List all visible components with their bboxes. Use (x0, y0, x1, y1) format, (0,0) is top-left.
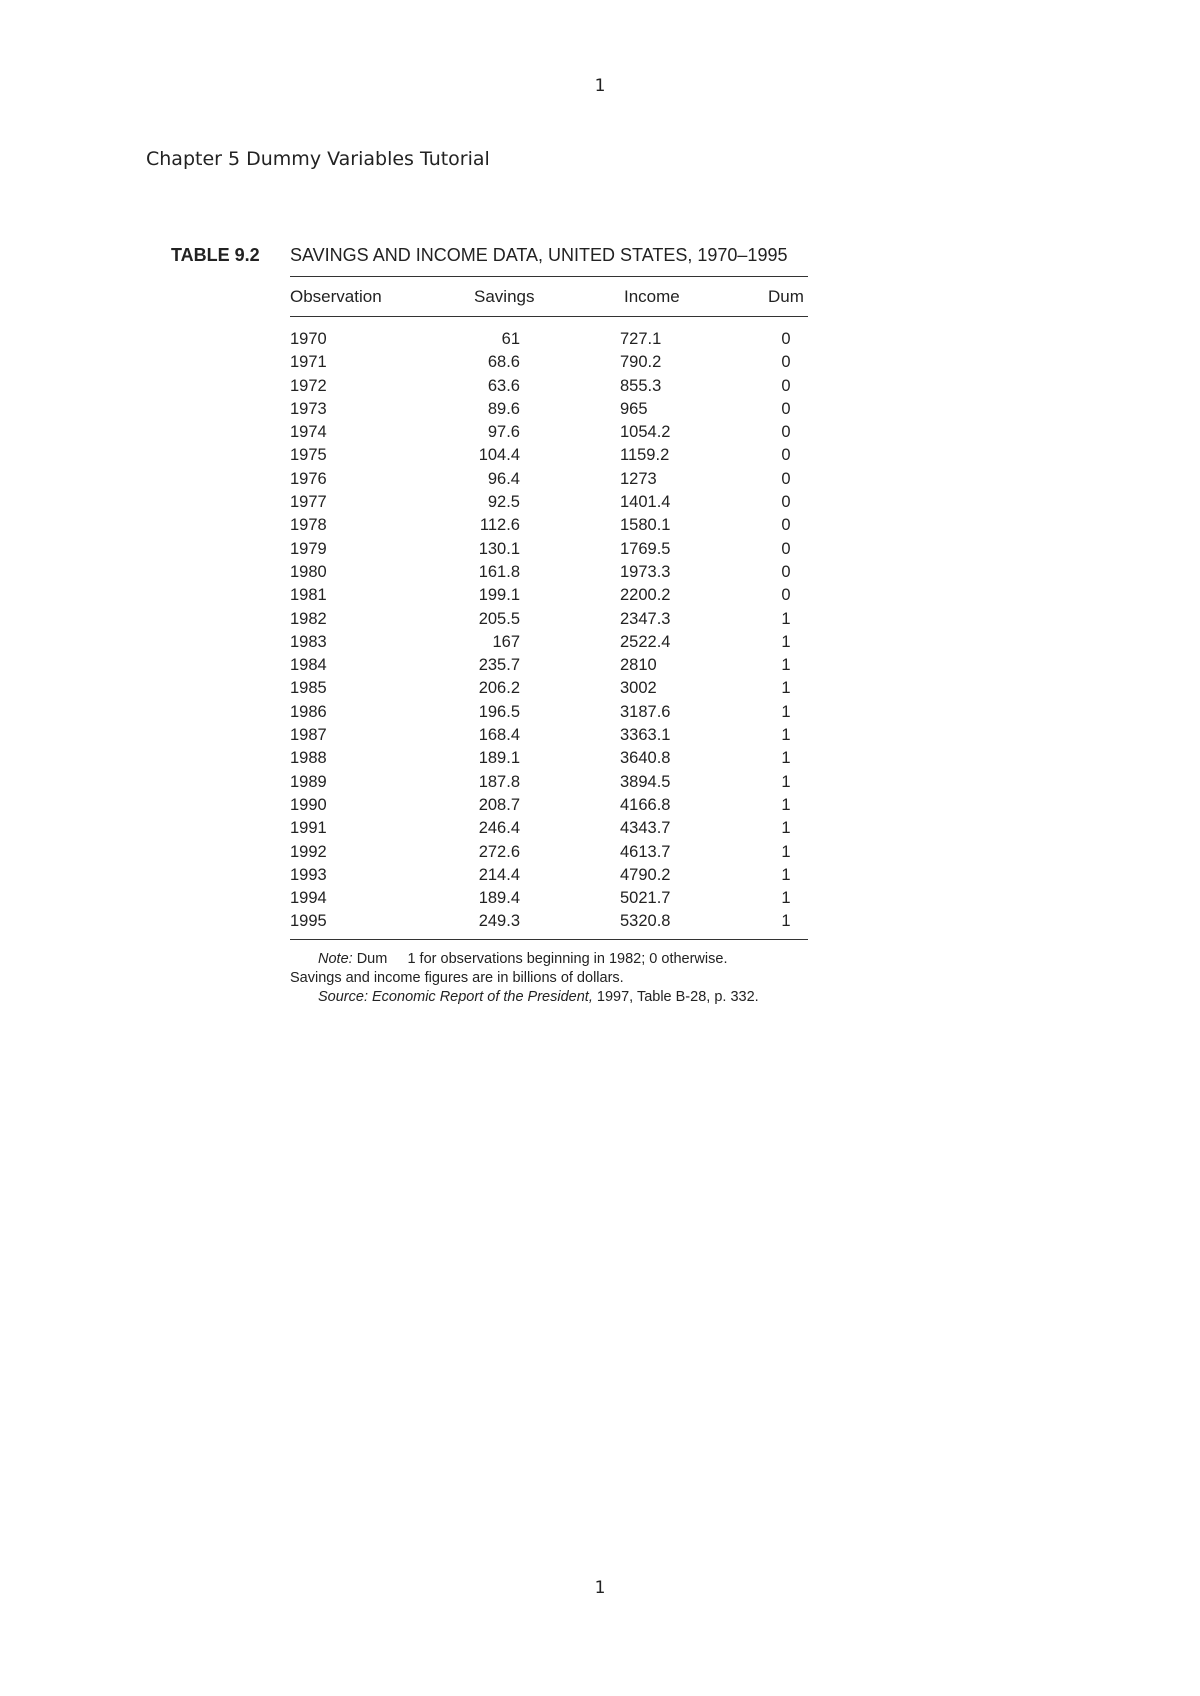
cell-savings: 61 (501, 330, 520, 348)
cell-observation: 1978 (290, 516, 327, 535)
table-row (290, 515, 808, 538)
cell-income: 3640.8 (620, 749, 671, 768)
cell-observation: 1971 (290, 353, 327, 372)
cell-income: 3894.5 (620, 772, 671, 791)
cell-income: 5320.8 (620, 912, 671, 931)
cell-savings: 189.4 (478, 889, 520, 908)
cell-observation: 1991 (290, 819, 327, 838)
cell-observation: 1981 (290, 586, 327, 605)
table-row (290, 352, 808, 375)
cell-income: 2347.3 (620, 609, 671, 628)
table-row (290, 399, 808, 422)
table-row (290, 445, 808, 468)
cell-savings: 97.6 (487, 423, 520, 442)
cell-dum: 1 (781, 726, 791, 745)
cell-savings: 235.7 (478, 656, 520, 675)
cell-income: 855.3 (620, 376, 662, 395)
cell-income: 2200.2 (620, 586, 671, 605)
source-line (290, 988, 830, 1007)
cell-observation: 1979 (290, 539, 327, 558)
table-row (290, 725, 808, 748)
cell-dum: 1 (781, 819, 791, 838)
cell-observation: 1985 (290, 679, 327, 698)
table-row (290, 772, 808, 795)
table-row (290, 702, 808, 725)
table-row (290, 422, 808, 445)
cell-observation: 1975 (290, 446, 327, 465)
cell-income: 1159.2 (620, 446, 670, 465)
column-header-dum: Dum (768, 287, 804, 306)
table-header-row (290, 277, 808, 316)
cell-savings: 249.3 (478, 912, 520, 931)
cell-savings: 92.5 (487, 493, 520, 512)
table-row (290, 655, 808, 678)
cell-observation: 1995 (290, 912, 327, 931)
table-row (290, 865, 808, 888)
table-row (290, 842, 808, 865)
cell-dum: 0 (781, 353, 791, 372)
cell-observation: 1976 (290, 469, 327, 488)
cell-dum: 0 (781, 330, 791, 348)
cell-dum: 0 (781, 446, 791, 465)
cell-dum: 0 (781, 423, 791, 442)
cell-savings: 112.6 (479, 516, 520, 535)
table-row (290, 748, 808, 771)
cell-savings: 104.4 (478, 446, 520, 465)
cell-income: 1273 (620, 469, 657, 488)
cell-savings: 168.4 (478, 726, 520, 745)
cell-income: 1580.1 (620, 516, 671, 535)
column-header-savings: Savings (474, 287, 535, 306)
cell-dum: 0 (781, 376, 791, 395)
data-table (290, 276, 808, 940)
table-label: TABLE 9.2 (171, 245, 260, 265)
note-label: Note: (318, 951, 353, 967)
cell-income: 1401.4 (620, 493, 671, 512)
cell-dum: 0 (781, 469, 791, 488)
source-label: Source: (318, 989, 368, 1005)
table-row (290, 469, 808, 492)
table-row (290, 492, 808, 515)
cell-dum: 1 (781, 609, 791, 628)
cell-observation: 1986 (290, 702, 327, 721)
column-header-income: Income (624, 287, 680, 306)
cell-dum: 1 (781, 865, 791, 884)
cell-dum: 0 (781, 399, 791, 418)
cell-savings: 272.6 (478, 842, 520, 861)
cell-income: 2810 (620, 656, 657, 675)
cell-observation: 1989 (290, 772, 327, 791)
cell-dum: 1 (781, 702, 791, 721)
cell-savings: 89.6 (487, 399, 520, 418)
cell-observation: 1973 (290, 399, 327, 418)
cell-observation: 1974 (290, 423, 327, 442)
cell-dum: 0 (781, 493, 791, 512)
cell-observation: 1988 (290, 749, 327, 768)
cell-dum: 1 (781, 632, 791, 651)
cell-observation: 1970 (290, 330, 327, 348)
cell-dum: 1 (781, 656, 791, 675)
table-row (290, 818, 808, 841)
cell-savings: 206.2 (478, 679, 520, 698)
document-title: Chapter 5 Dummy Variables Tutorial (146, 148, 490, 170)
table-row (290, 539, 808, 562)
cell-savings: 246.4 (478, 819, 520, 838)
cell-income: 5021.7 (620, 889, 671, 908)
table-row (290, 585, 808, 608)
cell-observation: 1993 (290, 865, 327, 884)
cell-dum: 1 (781, 842, 791, 861)
cell-savings: 196.5 (478, 702, 520, 721)
cell-income: 3002 (620, 679, 657, 698)
cell-savings: 161.8 (478, 562, 520, 581)
table-row (290, 888, 808, 911)
table-notes (290, 950, 830, 1007)
note-line (290, 950, 830, 969)
cell-savings: 187.8 (478, 772, 520, 791)
cell-observation: 1994 (290, 889, 327, 908)
table-row (290, 376, 808, 399)
cell-observation: 1977 (290, 493, 327, 512)
cell-savings: 199.1 (478, 586, 520, 605)
cell-income: 1973.3 (620, 562, 671, 581)
cell-income: 3187.6 (620, 702, 671, 721)
cell-observation: 1984 (290, 656, 327, 675)
cell-savings: 68.6 (487, 353, 520, 372)
cell-savings: 208.7 (478, 795, 520, 814)
note-text: Dum 1 for observations beginning in 1982; 0 otherwise. (352, 951, 728, 967)
cell-income: 727.1 (620, 330, 662, 348)
table-row (290, 632, 808, 655)
cell-dum: 1 (781, 912, 791, 931)
source-title: Economic Report of the President, (367, 989, 593, 1005)
cell-savings: 214.4 (478, 865, 520, 884)
table-bottom-rule (290, 939, 808, 940)
cell-dum: 0 (781, 586, 791, 605)
cell-savings: 130.1 (478, 539, 520, 558)
table-row (290, 911, 808, 934)
cell-observation: 1990 (290, 795, 327, 814)
cell-savings: 96.4 (487, 469, 520, 488)
cell-savings: 63.6 (487, 376, 520, 395)
cell-income: 790.2 (620, 353, 662, 372)
cell-savings: 205.5 (478, 609, 520, 628)
cell-dum: 0 (781, 562, 791, 581)
page-number-bottom: 1 (594, 1578, 606, 1598)
cell-observation: 1972 (290, 376, 327, 395)
cell-income: 1054.2 (620, 423, 671, 442)
cell-observation: 1983 (290, 632, 327, 651)
table-row (290, 609, 808, 632)
table-body (290, 317, 808, 939)
cell-observation: 1980 (290, 562, 327, 581)
cell-observation: 1992 (290, 842, 327, 861)
cell-observation: 1982 (290, 609, 327, 628)
units-line: Savings and income figures are in billions of dollars. (290, 970, 624, 986)
table-row (290, 329, 808, 352)
cell-dum: 1 (781, 889, 791, 908)
cell-savings: 189.1 (478, 749, 520, 768)
cell-income: 965 (620, 399, 648, 418)
table-caption: SAVINGS AND INCOME DATA, UNITED STATES, 1970–1995 (290, 245, 788, 265)
cell-dum: 0 (781, 539, 791, 558)
table-row (290, 678, 808, 701)
cell-dum: 1 (781, 679, 791, 698)
cell-income: 1769.5 (620, 539, 671, 558)
cell-dum: 1 (781, 795, 791, 814)
cell-income: 4790.2 (620, 865, 671, 884)
cell-observation: 1987 (290, 726, 327, 745)
cell-income: 2522.4 (620, 632, 671, 651)
column-header-observation: Observation (290, 287, 382, 306)
source-rest: 1997, Table B-28, p. 332. (592, 989, 759, 1005)
cell-savings: 167 (492, 632, 520, 651)
cell-dum: 1 (781, 749, 791, 768)
cell-dum: 1 (781, 772, 791, 791)
cell-income: 4613.7 (620, 842, 671, 861)
cell-dum: 0 (781, 516, 791, 535)
cell-income: 4343.7 (620, 819, 671, 838)
table-row (290, 562, 808, 585)
cell-income: 4166.8 (620, 795, 671, 814)
cell-income: 3363.1 (620, 726, 671, 745)
page-number-top: 1 (594, 76, 606, 96)
table-row (290, 795, 808, 818)
